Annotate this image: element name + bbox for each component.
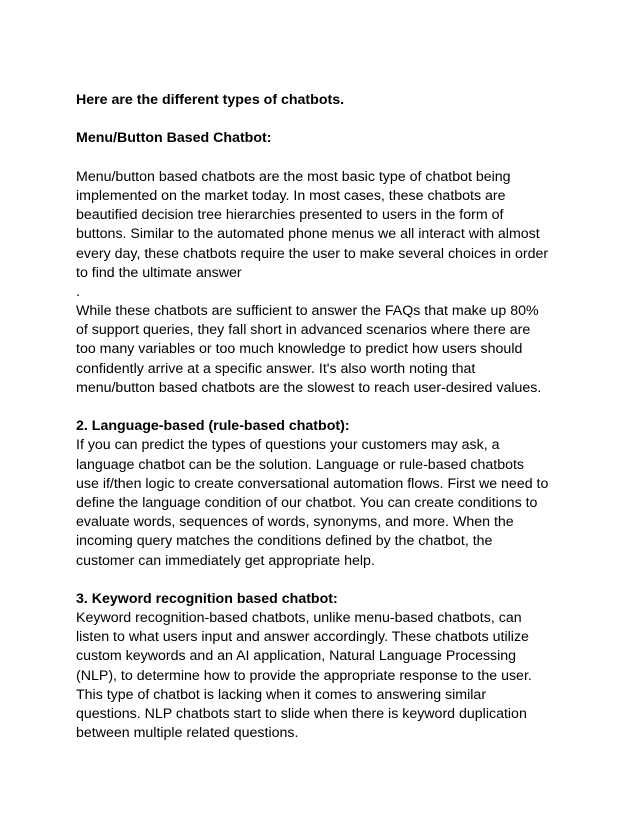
dot-line: . [76,283,80,300]
section-heading-keyword-recognition: 3. Keyword recognition based chatbot: [76,590,338,607]
text-line: This type of chatbot is lacking when it comes to answering similar [76,686,487,703]
text-line: between multiple related questions. [76,725,299,742]
document-page [76,91,576,743]
text-line: of support queries, they fall short in advanced scenarios where there are [76,322,531,339]
text-line: Keyword recognition-based chatbots, unlike menu-based chatbots, can [76,610,522,627]
text-line: buttons. Similar to the automated phone menus we all interact with almost [76,226,540,243]
section-heading-menu-button: Menu/Button Based Chatbot: [76,130,272,147]
text-line: implemented on the market today. In most cases, these chatbots are [76,187,506,204]
text-line: incoming query matches the conditions defined by the chatbot, the [76,533,493,550]
text-line: customer can immediately get appropriate help. [76,552,375,569]
spacer [76,398,576,417]
text-line: evaluate words, sequences of words, synonyms, and more. When the [76,514,514,531]
text-line: too many variables or too much knowledge to predict how users should [76,341,523,358]
text-line: define the language condition of our chatbot. You can create conditions to [76,494,538,511]
section-heading-language-based: 2. Language-based (rule-based chatbot): [76,418,350,435]
text-line: questions. NLP chatbots start to slide when there is keyword duplication [76,706,527,722]
text-line: If you can predict the types of questions your customers may ask, a [76,437,500,454]
text-line: While these chatbots are sufficient to answer the FAQs that make up 80% [76,303,539,320]
spacer [76,110,576,129]
spacer [76,571,576,590]
intro-heading: Here are the different types of chatbots. [76,92,345,108]
text-line: Menu/button based chatbots are the most basic type of chatbot being [76,168,511,185]
section-menu-button-paragraph-1 [76,168,576,283]
text-line: language chatbot can be the solution. Language or rule-based chatbots [76,456,525,473]
text-line: to find the ultimate answer [76,264,242,281]
section-language-based-paragraph [76,436,576,570]
text-line: every day, these chatbots require the user to make several choices in order [76,245,549,262]
text-line: menu/button based chatbots are the slowest to reach user-desired values. [76,379,542,396]
text-line: custom keywords and an AI application, Natural Language Processing [76,648,517,665]
section-keyword-recognition-paragraph [76,609,576,743]
text-line: (NLP), to determine how to provide the appropriate response to the user. [76,667,532,684]
text-line: use if/then logic to create conversational automation flows. First we need to [76,475,549,492]
text-line: beautified decision tree hierarchies presented to users in the form of [76,207,504,224]
text-line: confidently arrive at a specific answer. It's also worth noting that [76,360,476,377]
text-line: listen to what users input and answer accordingly. These chatbots utilize [76,629,529,646]
spacer [76,149,576,168]
section-menu-button-paragraph-2 [76,302,576,398]
